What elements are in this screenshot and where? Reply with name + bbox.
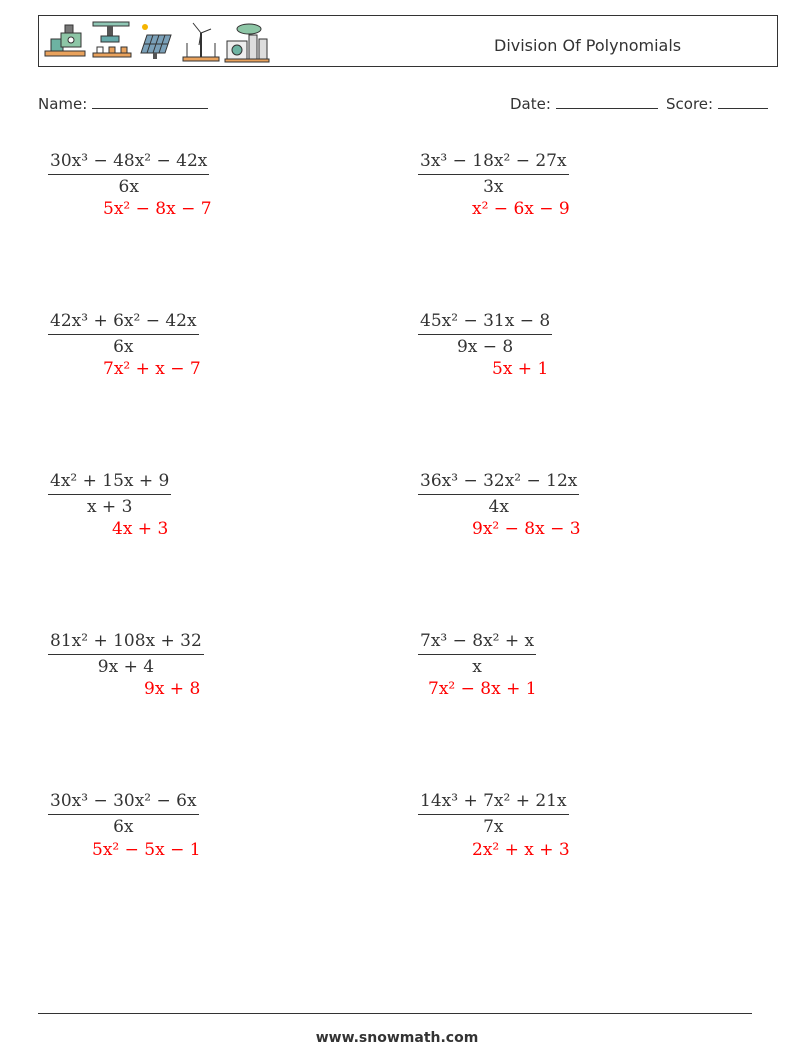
problem-6 (418, 470, 638, 518)
problem-4 (418, 310, 638, 358)
numerator: 7x³ − 8x² + x (418, 630, 536, 655)
problem-1 (48, 150, 268, 198)
fraction (418, 150, 569, 198)
denominator: 3x (483, 177, 504, 197)
fraction (418, 630, 536, 678)
numerator: 45x² − 31x − 8 (418, 310, 552, 335)
answer-9: 5x² − 5x − 1 (92, 840, 201, 860)
answer-6: 9x² − 8x − 3 (472, 519, 581, 539)
fraction (48, 470, 171, 518)
score-field[interactable] (666, 93, 768, 113)
worksheet-header (38, 15, 778, 67)
problem-2 (418, 150, 638, 198)
date-label: Date: (510, 95, 551, 113)
solar-panel-icon (141, 24, 171, 59)
numerator: 30x³ − 48x² − 42x (48, 150, 209, 175)
denominator: x + 3 (86, 497, 133, 517)
answer-4: 5x + 1 (492, 359, 549, 379)
worksheet-title: Division Of Polynomials (494, 36, 682, 55)
numerator: 30x³ − 30x² − 6x (48, 790, 199, 815)
fraction (418, 310, 552, 358)
fraction (48, 150, 209, 198)
numerator: 36x³ − 32x² − 12x (418, 470, 579, 495)
fraction (48, 310, 199, 358)
name-field[interactable] (38, 93, 208, 113)
fraction (48, 790, 199, 838)
factory-press-icon (93, 22, 131, 57)
denominator: 7x (483, 817, 504, 837)
denominator: 6x (113, 337, 134, 357)
problem-5 (48, 470, 268, 518)
water-pump-icon (45, 25, 85, 56)
date-field[interactable] (510, 93, 658, 113)
denominator: 9x − 8 (456, 337, 514, 357)
answer-1: 5x² − 8x − 7 (103, 199, 212, 219)
numerator: 81x² + 108x + 32 (48, 630, 204, 655)
power-plant-icon (225, 24, 269, 62)
fraction (418, 790, 569, 838)
footer-divider (38, 1013, 752, 1014)
problem-8 (418, 630, 638, 678)
numerator: 42x³ + 6x² − 42x (48, 310, 199, 335)
problem-7 (48, 630, 268, 678)
denominator: 6x (113, 817, 134, 837)
answer-7: 9x + 8 (144, 679, 201, 699)
numerator: 3x³ − 18x² − 27x (418, 150, 569, 175)
problem-9 (48, 790, 268, 838)
date-blank[interactable] (556, 93, 658, 109)
wind-turbine-icon (183, 23, 219, 61)
numerator: 14x³ + 7x² + 21x (418, 790, 569, 815)
header-icons (43, 19, 273, 65)
score-blank[interactable] (718, 93, 768, 109)
denominator: x (472, 657, 482, 677)
denominator: 9x + 4 (97, 657, 155, 677)
denominator: 6x (118, 177, 139, 197)
name-blank[interactable] (92, 93, 208, 109)
answer-3: 7x² + x − 7 (103, 359, 201, 379)
name-label: Name: (38, 95, 88, 113)
fraction (418, 470, 579, 518)
problem-10 (418, 790, 638, 838)
answer-8: 7x² − 8x + 1 (428, 679, 537, 699)
answer-10: 2x² + x + 3 (472, 840, 570, 860)
answer-5: 4x + 3 (112, 519, 169, 539)
footer-url: www.snowmath.com (315, 1030, 479, 1046)
problem-3 (48, 310, 268, 358)
score-label: Score: (666, 95, 714, 113)
answer-2: x² − 6x − 9 (472, 199, 570, 219)
numerator: 4x² + 15x + 9 (48, 470, 171, 495)
fraction (48, 630, 204, 678)
denominator: 4x (488, 497, 509, 517)
